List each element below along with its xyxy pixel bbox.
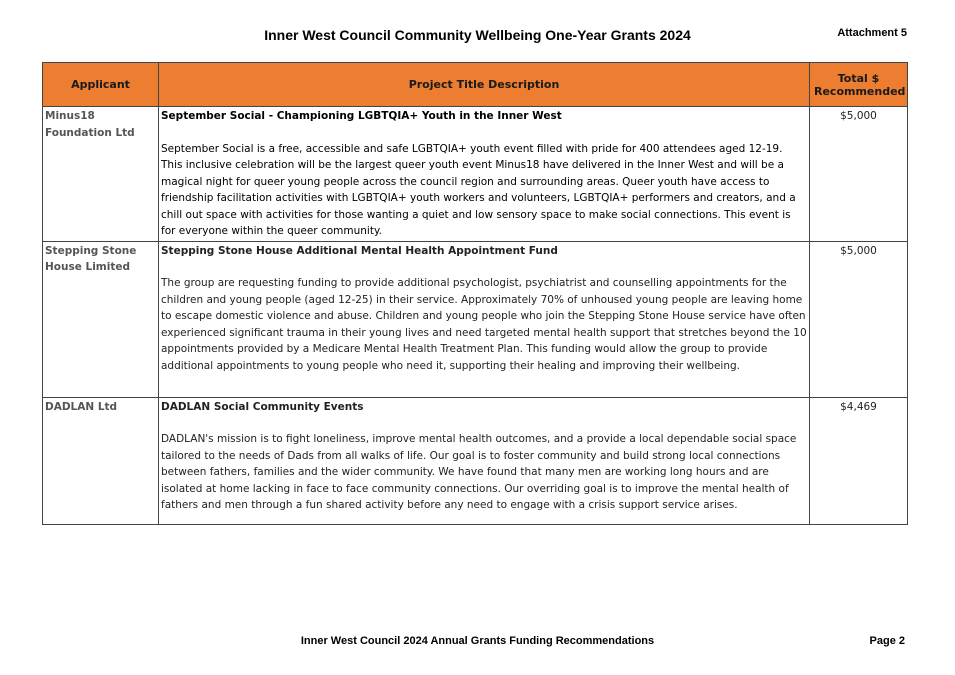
project-title: September Social - Championing LGBTQIA+ Youth in the Inner West: [161, 110, 562, 122]
amount-cell: $5,000: [810, 241, 908, 397]
amount-cell: $4,469: [810, 397, 908, 524]
column-header-total: [810, 63, 908, 107]
page-number: Page 2: [869, 635, 905, 647]
column-header-applicant: Applicant: [43, 63, 159, 107]
project-description: The group are requesting funding to provide additional psychologist, psychiatrist and counselling appointments for the children and young people (aged 12-25) in their service. Approximately 70% of unhoused young people are leaving home to escape domestic violence and abuse. Children and young people who join the Stepping Stone House service have often experienced significant trauma in their young lives and need targeted mental health support that stretches beyond the 10 appointments provided by a Medicare Mental Health Treatment Plan. This funding would allow the group to provide additional appointments to young people who need it, supporting their healing and improving their wellbeing.: [161, 277, 807, 372]
project-cell: [159, 107, 810, 242]
attachment-label: Attachment 5: [837, 27, 907, 39]
table-row: [43, 241, 908, 397]
table-row: [43, 397, 908, 524]
column-header-total-line2: Recommended: [814, 84, 906, 98]
project-title: Stepping Stone House Additional Mental Health Appointment Fund: [161, 244, 558, 257]
applicant-cell: Minus18 Foundation Ltd: [43, 107, 159, 242]
grants-table: [42, 62, 908, 525]
document-title: Inner West Council Community Wellbeing One-Year Grants 2024: [264, 27, 691, 43]
project-description: DADLAN's mission is to fight loneliness, improve mental health outcomes, and a provide a local dependable social space tailored to the needs of Dads from all walks of life. Our goal is to foster community and build strong local connections between fathers, families and the wider community. We have found that many men are working long hours and are isolated at home lacking in face to face community connections. Our overriding goal is to improve the mental health of fathers and men through a fun shared activity before any need to engage with a crisis support service arises.: [161, 433, 797, 511]
footer-text: Inner West Council 2024 Annual Grants Funding Recommendations: [300, 635, 655, 647]
table-header-row: [43, 63, 908, 107]
project-title: DADLAN Social Community Events: [161, 400, 364, 413]
applicant-cell: Stepping Stone House Limited: [43, 241, 159, 397]
column-header-project: Project Title Description: [159, 63, 810, 107]
table-row: [43, 107, 908, 242]
project-cell: [159, 397, 810, 524]
column-header-total-line1: Total $: [837, 71, 880, 85]
applicant-cell: DADLAN Ltd: [43, 397, 159, 524]
project-cell: [159, 241, 810, 397]
amount-cell: $5,000: [810, 107, 908, 242]
project-description: September Social is a free, accessible and safe LGBTQIA+ youth event filled with pride for 400 attendees aged 12-19. This inclusive celebration will be the largest queer youth event Minus18 have delivered in the Inner West and will be a magical night for queer young people across the council region and surrounding areas. Queer youth have access to friendship facilitation activities with LGBTQIA+ youth workers and volunteers, LGBTQIA+ performers and creators, and a chill out space with activities for those wanting a quiet and low sensory space to make social connections. This event is for everyone within the queer community.: [161, 142, 796, 237]
